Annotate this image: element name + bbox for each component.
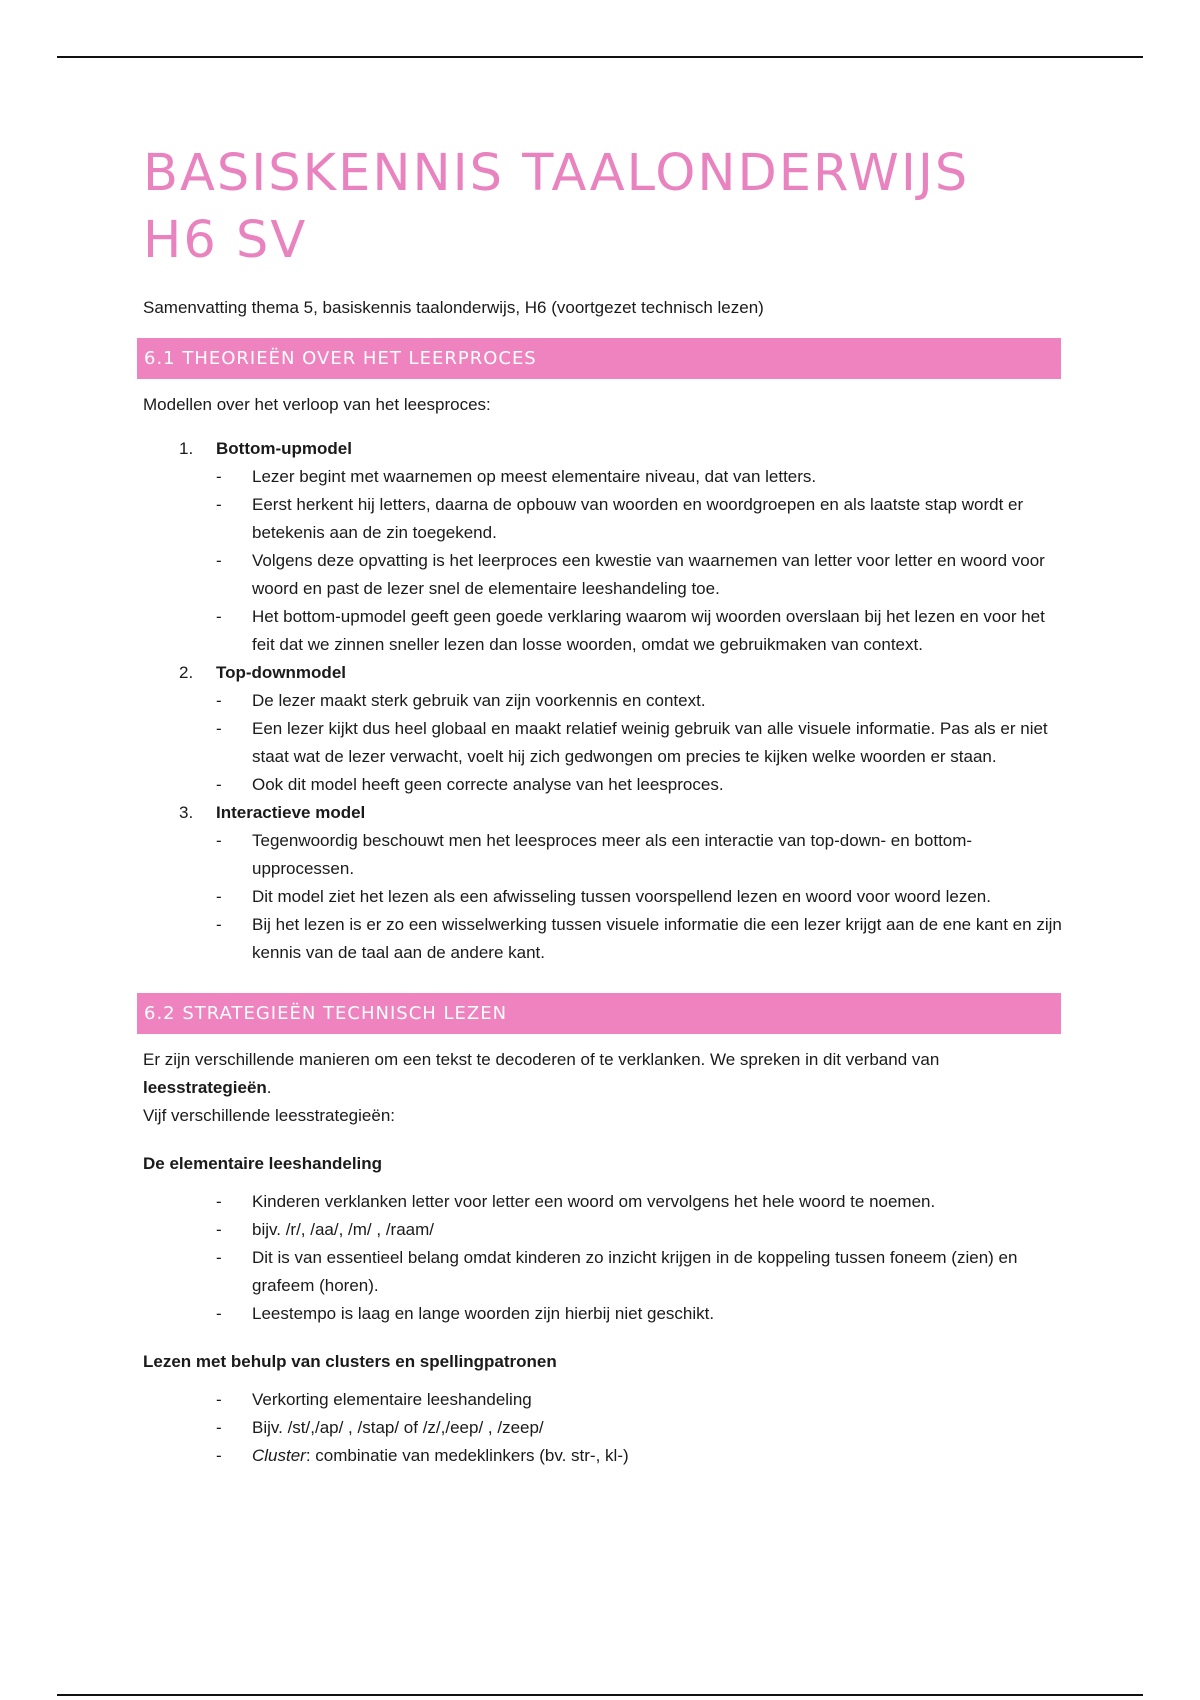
model-bullets	[216, 463, 1063, 659]
cluster-definition: : combinatie van medeklinkers (bv. str-, kl-)	[305, 1446, 629, 1465]
list-item: - Leestempo is laag en lange woorden zijn hierbij niet geschikt.	[216, 1300, 1063, 1328]
bottom-rule	[57, 1694, 1143, 1696]
models-list	[143, 435, 1063, 967]
document-body	[143, 140, 1063, 1470]
list-item: - Verkorting elementaire leeshandeling	[216, 1386, 1063, 1414]
model-bullets	[216, 687, 1063, 799]
model-title: Bottom-upmodel	[216, 439, 352, 458]
strategies-section	[143, 1046, 1063, 1470]
top-rule	[57, 56, 1143, 58]
section-intro	[143, 1046, 1063, 1102]
section-intro: Modellen over het verloop van het leesproces:	[143, 395, 491, 414]
model-number: 2.	[179, 663, 194, 682]
strategy-title: Lezen met behulp van clusters en spellingpatronen	[143, 1352, 557, 1371]
document-title	[143, 140, 1063, 274]
model-bullets	[216, 827, 1063, 967]
section-heading-6-2: 6.2 STRATEGIEËN TECHNISCH LEZEN	[137, 993, 1061, 1034]
list-item: - Dit is van essentieel belang omdat kinderen zo inzicht krijgen in de koppeling tussen foneem (zien) en grafeem (horen).	[216, 1244, 1063, 1300]
model-title: Top-downmodel	[216, 663, 346, 682]
list-item: - Bijv. /st/,/ap/ , /stap/ of /z/,/eep/ , /zeep/	[216, 1414, 1063, 1442]
title-line-1: BASISKENNIS TAALONDERWIJS	[143, 144, 970, 203]
list-item: - Volgens deze opvatting is het leerproces een kwestie van waarnemen van letter voor letter en woord voor woord en past de lezer snel de elementaire leeshandeling toe.	[216, 547, 1063, 603]
title-line-2: H6 SV	[143, 211, 308, 270]
list-item: - Eerst herkent hij letters, daarna de opbouw van woorden en woordgroepen en als laatste stap wordt er betekenis aan de zin toegekend.	[216, 491, 1063, 547]
document-subtitle: Samenvatting thema 5, basiskennis taalonderwijs, H6 (voortgezet technisch lezen)	[143, 298, 764, 317]
intro-end: .	[266, 1078, 272, 1097]
list-item: - bijv. /r/, /aa/, /m/ , /raam/	[216, 1216, 1063, 1244]
intro-text: Er zijn verschillende manieren om een tekst te decoderen of te verklanken. We spreken in dit verband van	[143, 1050, 940, 1069]
list-item: - Ook dit model heeft geen correcte analyse van het leesproces.	[216, 771, 1063, 799]
list-item: - Lezer begint met waarnemen op meest elementaire niveau, dat van letters.	[216, 463, 1063, 491]
list-item: - Een lezer kijkt dus heel globaal en maakt relatief weinig gebruik van alle visuele informatie. Pas als er niet staat wat de lezer verwacht, voelt hij zich gedwongen om precies te kijken welke woorden er staan.	[216, 715, 1063, 771]
list-item: - Het bottom-upmodel geeft geen goede verklaring waarom wij woorden overslaan bij het lezen en voor het feit dat we zinnen sneller lezen dan losse woorden, omdat we gebruikmaken van context.	[216, 603, 1063, 659]
strategy-bullets	[143, 1188, 1063, 1328]
list-item: - Dit model ziet het lezen als een afwisseling tussen voorspellend lezen en woord voor woord lezen.	[216, 883, 1063, 911]
list-item: - De lezer maakt sterk gebruik van zijn voorkennis en context.	[216, 687, 1063, 715]
strategy-title: De elementaire leeshandeling	[143, 1154, 383, 1173]
strategy-bullets	[143, 1386, 1063, 1470]
section-intro-line-2: Vijf verschillende leesstrategieën:	[143, 1106, 395, 1125]
model-number: 1.	[179, 439, 194, 458]
model-number: 3.	[179, 803, 194, 822]
list-item: - Kinderen verklanken letter voor letter een woord om vervolgens het hele woord te noemen.	[216, 1188, 1063, 1216]
model-item	[143, 659, 1063, 799]
intro-bold-term: leesstrategieën	[143, 1078, 267, 1097]
list-item: - Tegenwoordig beschouwt men het leesproces meer als een interactie van top-down- en bottom-upprocessen.	[216, 827, 1063, 883]
section-heading-6-1: 6.1 THEORIEËN OVER HET LEERPROCES	[137, 338, 1061, 379]
model-title: Interactieve model	[216, 803, 366, 822]
cluster-term: Cluster	[252, 1446, 306, 1465]
model-item	[143, 435, 1063, 659]
list-item: - Bij het lezen is er zo een wisselwerking tussen visuele informatie die een lezer krijgt aan de ene kant en zijn kennis van de taal aan de andere kant.	[216, 911, 1063, 967]
model-item	[143, 799, 1063, 967]
list-item	[216, 1442, 1063, 1470]
